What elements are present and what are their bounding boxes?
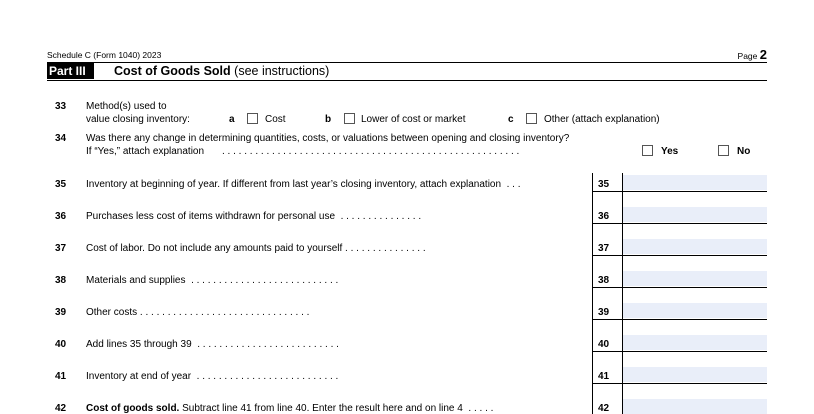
other-method-checkbox[interactable] (526, 113, 537, 124)
line-number-33: 33 (55, 101, 67, 112)
line33-text1: Method(s) used to (86, 101, 167, 112)
row-rule (592, 287, 767, 288)
line36-text: Purchases less cost of items withdrawn for personal use . . . . . . . . . . . . . . . (86, 211, 422, 222)
row-rule (592, 223, 767, 224)
line-number-41: 41 (55, 371, 67, 382)
line41-box-number: 41 (598, 371, 610, 382)
form-title: Schedule C (Form 1040) 2023 (47, 50, 162, 60)
part-title-main: Cost of Goods Sold (114, 64, 231, 78)
lower-cost-market-checkbox[interactable] (344, 113, 355, 124)
page-label: Page (737, 51, 758, 61)
part-title (114, 64, 329, 78)
line-number-40: 40 (55, 339, 67, 350)
line41-text: Inventory at end of year . . . . . . . . . . . . . . . . . . . . . . . . . . (86, 371, 339, 382)
row-rule (592, 383, 767, 384)
part-rule (47, 80, 767, 81)
change-yes-checkbox[interactable] (642, 145, 653, 156)
line39-box-number: 39 (598, 307, 610, 318)
row-rule (592, 319, 767, 320)
line35-box-number: 35 (598, 179, 610, 190)
change-no-checkbox[interactable] (718, 145, 729, 156)
line-number-36: 36 (55, 211, 67, 222)
line39-amount-field[interactable] (623, 303, 767, 318)
line37-amount-field[interactable] (623, 239, 767, 254)
line37-text: Cost of labor. Do not include any amounts paid to yourself . . . . . . . . . . . . . . . (86, 243, 426, 254)
line-number-34: 34 (55, 133, 67, 144)
option-b-letter: b (325, 114, 332, 125)
line37-box-number: 37 (598, 243, 610, 254)
page-indicator (738, 47, 767, 62)
option-c-letter: c (508, 114, 514, 125)
line34-text1: Was there any change in determining quantities, costs, or valuations between opening and closing inventory? (86, 133, 570, 144)
line41-amount-field[interactable] (623, 367, 767, 382)
line40-amount-field[interactable] (623, 335, 767, 350)
lower-cost-market-label: Lower of cost or market (361, 114, 466, 125)
line34-text2: If “Yes,” attach explanation (86, 146, 205, 157)
line35-amount-field[interactable] (623, 175, 767, 190)
line34-leader-dots: . . . . . . . . . . . . . . . . . . . . . . . . . . . . . . . . . . . . . . . . . . . . . . . . . . . . . . (222, 146, 520, 157)
header-rule (47, 62, 767, 63)
line42-amount-field[interactable] (623, 399, 767, 414)
box-column-left-rule (592, 173, 593, 414)
line36-amount-field[interactable] (623, 207, 767, 222)
row-rule (592, 351, 767, 352)
line36-box-number: 36 (598, 211, 610, 222)
line-number-39: 39 (55, 307, 67, 318)
line35-text: Inventory at beginning of year. If different from last year’s closing inventory, attach explanation . . . (86, 179, 521, 190)
line39-text: Other costs . . . . . . . . . . . . . . . . . . . . . . . . . . . . . . . (86, 307, 310, 318)
line-number-38: 38 (55, 275, 67, 286)
cost-label: Cost (265, 114, 286, 125)
line-number-35: 35 (55, 179, 67, 190)
yes-label: Yes (661, 146, 679, 157)
row-rule (592, 191, 767, 192)
line38-amount-field[interactable] (623, 271, 767, 286)
no-label: No (737, 146, 751, 157)
line42-box-number: 42 (598, 403, 610, 414)
other-method-label: Other (attach explanation) (544, 114, 660, 125)
option-a-letter: a (229, 114, 235, 125)
cost-checkbox[interactable] (247, 113, 258, 124)
line40-text: Add lines 35 through 39 . . . . . . . . . . . . . . . . . . . . . . . . . . (86, 339, 339, 350)
line40-box-number: 40 (598, 339, 610, 350)
row-rule (592, 255, 767, 256)
part-label: Part III (47, 63, 94, 79)
line-number-42: 42 (55, 403, 67, 414)
line42-text: Cost of goods sold. Subtract line 41 from line 40. Enter the result here and on line 4 . . . . . (86, 403, 494, 414)
line-number-37: 37 (55, 243, 67, 254)
line38-text: Materials and supplies . . . . . . . . . . . . . . . . . . . . . . . . . . . (86, 275, 339, 286)
part-title-suffix: (see instructions) (234, 64, 330, 78)
line38-box-number: 38 (598, 275, 610, 286)
line33-text2: value closing inventory: (86, 114, 190, 125)
page-number: 2 (759, 47, 767, 62)
